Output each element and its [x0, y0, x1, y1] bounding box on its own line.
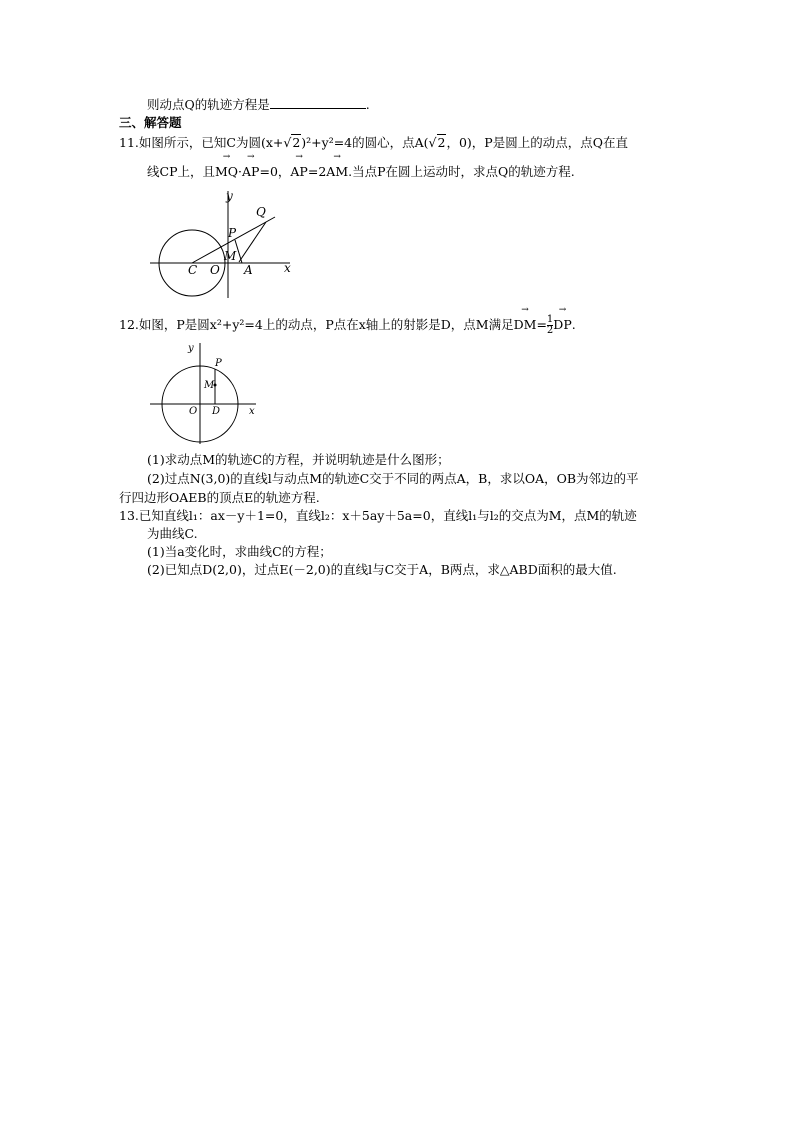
- tail-line: 则动点Q的轨迹方程是 .: [147, 97, 370, 112]
- q12-part1: (1)求动点M的轨迹C的方程，并说明轨迹是什么图形；: [147, 452, 450, 467]
- fig12-x-label: x: [249, 406, 255, 417]
- q12-part2-line2: 行四边形OAEB的顶点E的轨迹方程.: [119, 490, 320, 505]
- section-title: 三、解答题: [119, 115, 182, 130]
- fig12-D-label: D: [212, 406, 221, 417]
- fig11-y-label: y: [226, 189, 233, 203]
- q13-line2: 为曲线C.: [147, 526, 198, 541]
- fig12-O-label: O: [189, 406, 198, 417]
- q13-part1: (1)当a变化时，求曲线C的方程；: [147, 544, 332, 559]
- fig12-P-label: P: [215, 358, 222, 369]
- fig11-x-label: x: [284, 261, 291, 275]
- fig11-O-label: O: [210, 263, 220, 277]
- q11-line2: 线CP上，且→ MQ·→ AP=0，→ AP=2→ AM.当点P在圆上运动时，求点Q的轨迹方程.: [147, 164, 575, 180]
- answer-blank[interactable]: [270, 96, 366, 109]
- q12-figure: [148, 338, 263, 448]
- q11-figure: [148, 186, 298, 301]
- fig11-A-label: A: [244, 263, 253, 277]
- q13-line1: 13.已知直线l₁：ax－y＋1=0，直线l₂：x＋5ay＋5a=0，直线l₁与l₂的交点为M，点M的轨迹: [119, 508, 637, 523]
- q13-part2: (2)已知点D(2,0)，过点E(－2,0)的直线l与C交于A，B两点，求△ABD面积的最大值.: [147, 562, 617, 577]
- q12-line1: 12.如图，P是圆x²+y²=4上的动点，P点在x轴上的射影是D，点M满足→ DM= $\frac{1}{2}$ → DP.: [119, 315, 576, 336]
- fig11-Q-label: Q: [256, 205, 266, 219]
- fig11-P-label: P: [228, 226, 237, 240]
- fig11-M-label: M: [224, 249, 237, 263]
- q12-part2-line1: (2)过点N(3,0)的直线l与动点M的轨迹C交于不同的两点A，B，求以OA，OB为邻边的平: [147, 471, 639, 486]
- fraction-half: $\frac{1}{2}$: [546, 314, 554, 336]
- q11-line1: 11.如图所示，已知C为圆(x+√2)²+y²=4的圆心，点A(√2，0)，P是圆上的动点，点Q在直: [119, 135, 628, 150]
- fig12-y-label: y: [188, 343, 194, 354]
- fig11-C-label: C: [188, 263, 198, 277]
- fig12-M-label: M: [204, 380, 215, 391]
